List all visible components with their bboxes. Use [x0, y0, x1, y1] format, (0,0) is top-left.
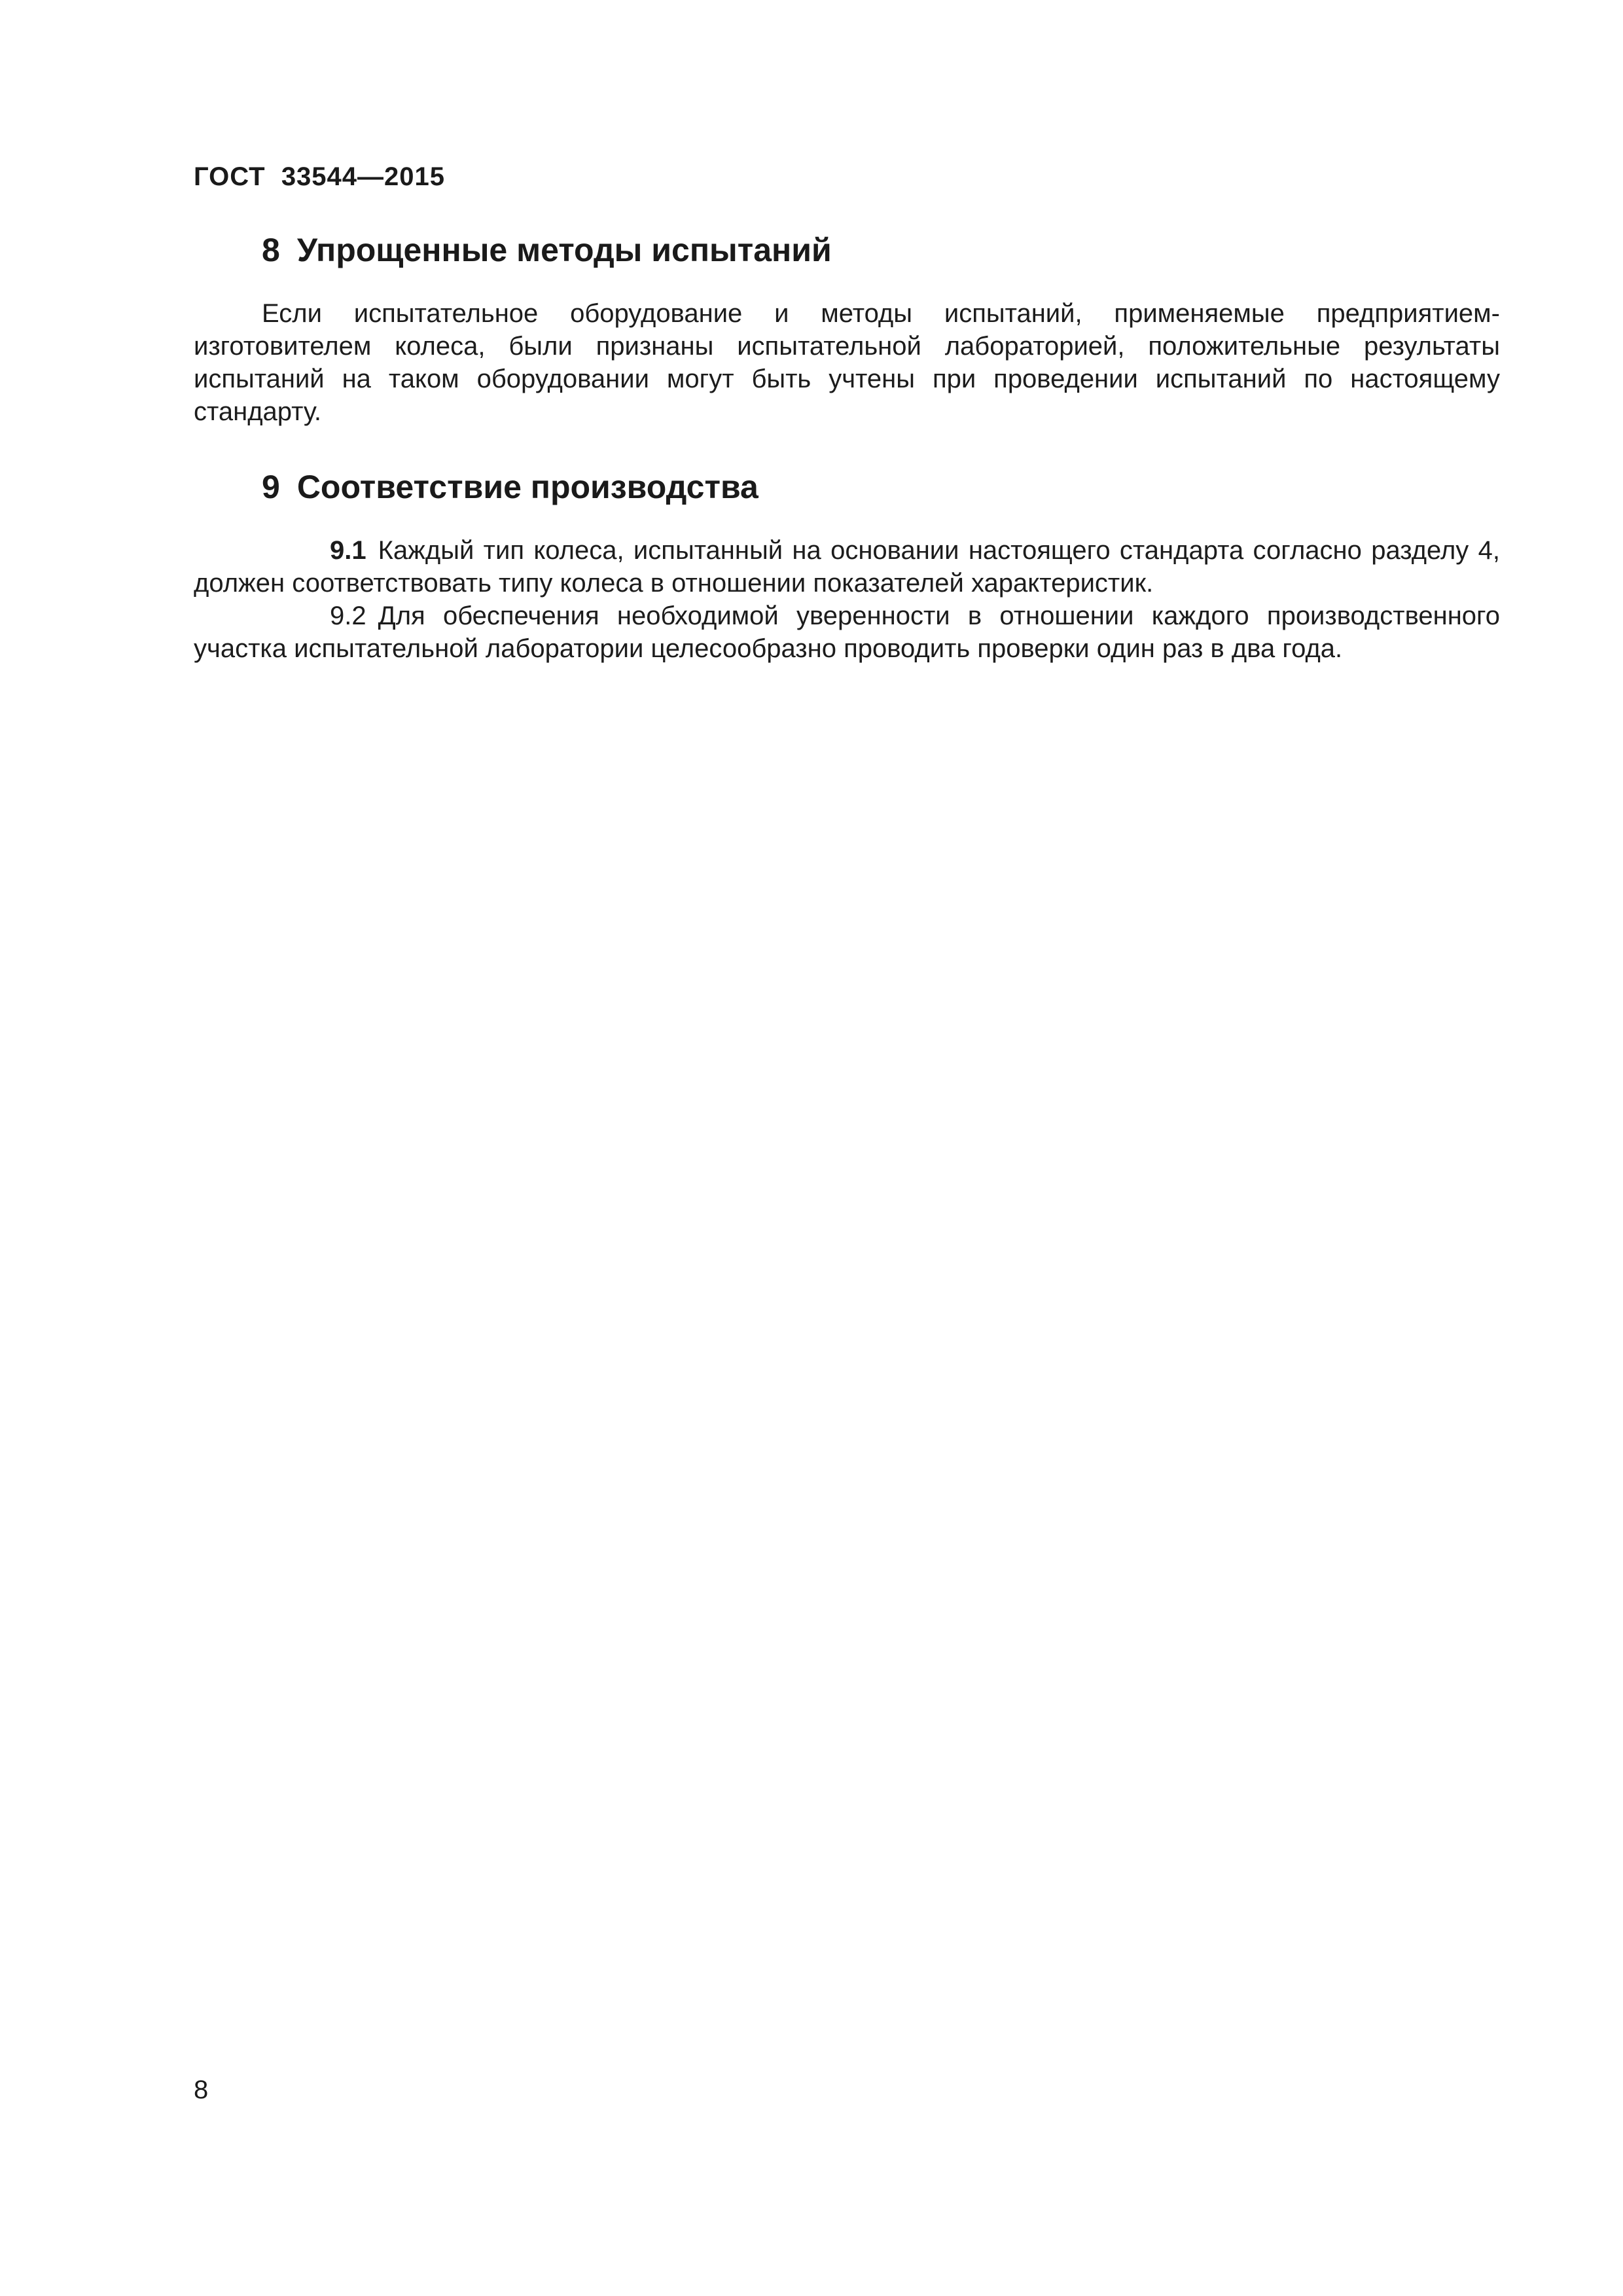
section-8-paragraph: Если испытательное оборудование и методы испытаний, применяемые предприятием-изготовителем колеса, были признаны испытательной лабораторией, положительные результаты испытаний на таком оборудовании могут быть учтены при проведении испытаний по настоящему стандарту. — [194, 299, 1500, 426]
spacer — [194, 428, 1500, 466]
section-number: 8 — [262, 232, 280, 268]
clause-number: 9.1 — [330, 536, 366, 565]
clause-text: Для обеспечения необходимой уверенности в отношении каждого производственного участка испытательной лаборатории целесообразно проводить проверки один раз в два года. — [194, 601, 1500, 663]
page-number: 8 — [194, 2075, 209, 2104]
running-header-standard-id: ГОСТ 33544—2015 — [194, 162, 446, 191]
section-title: Соответствие производства — [296, 469, 758, 505]
section-heading-8 — [194, 229, 1500, 271]
section-title: Упрощенные методы испытаний — [296, 232, 832, 268]
clause-text: Каждый тип колеса, испытанный на основании настоящего стандарта согласно разделу 4, должен соответствовать типу колеса в отношении показателей характеристик. — [194, 536, 1500, 598]
clause-number: 9.2 — [330, 601, 366, 630]
section-number: 9 — [262, 469, 280, 505]
clause-9-1 — [194, 534, 1500, 600]
section-heading-9 — [194, 466, 1500, 508]
spacer — [194, 271, 1500, 297]
page-content — [194, 229, 1500, 665]
spacer — [194, 508, 1500, 534]
clause-9-2 — [194, 600, 1500, 665]
